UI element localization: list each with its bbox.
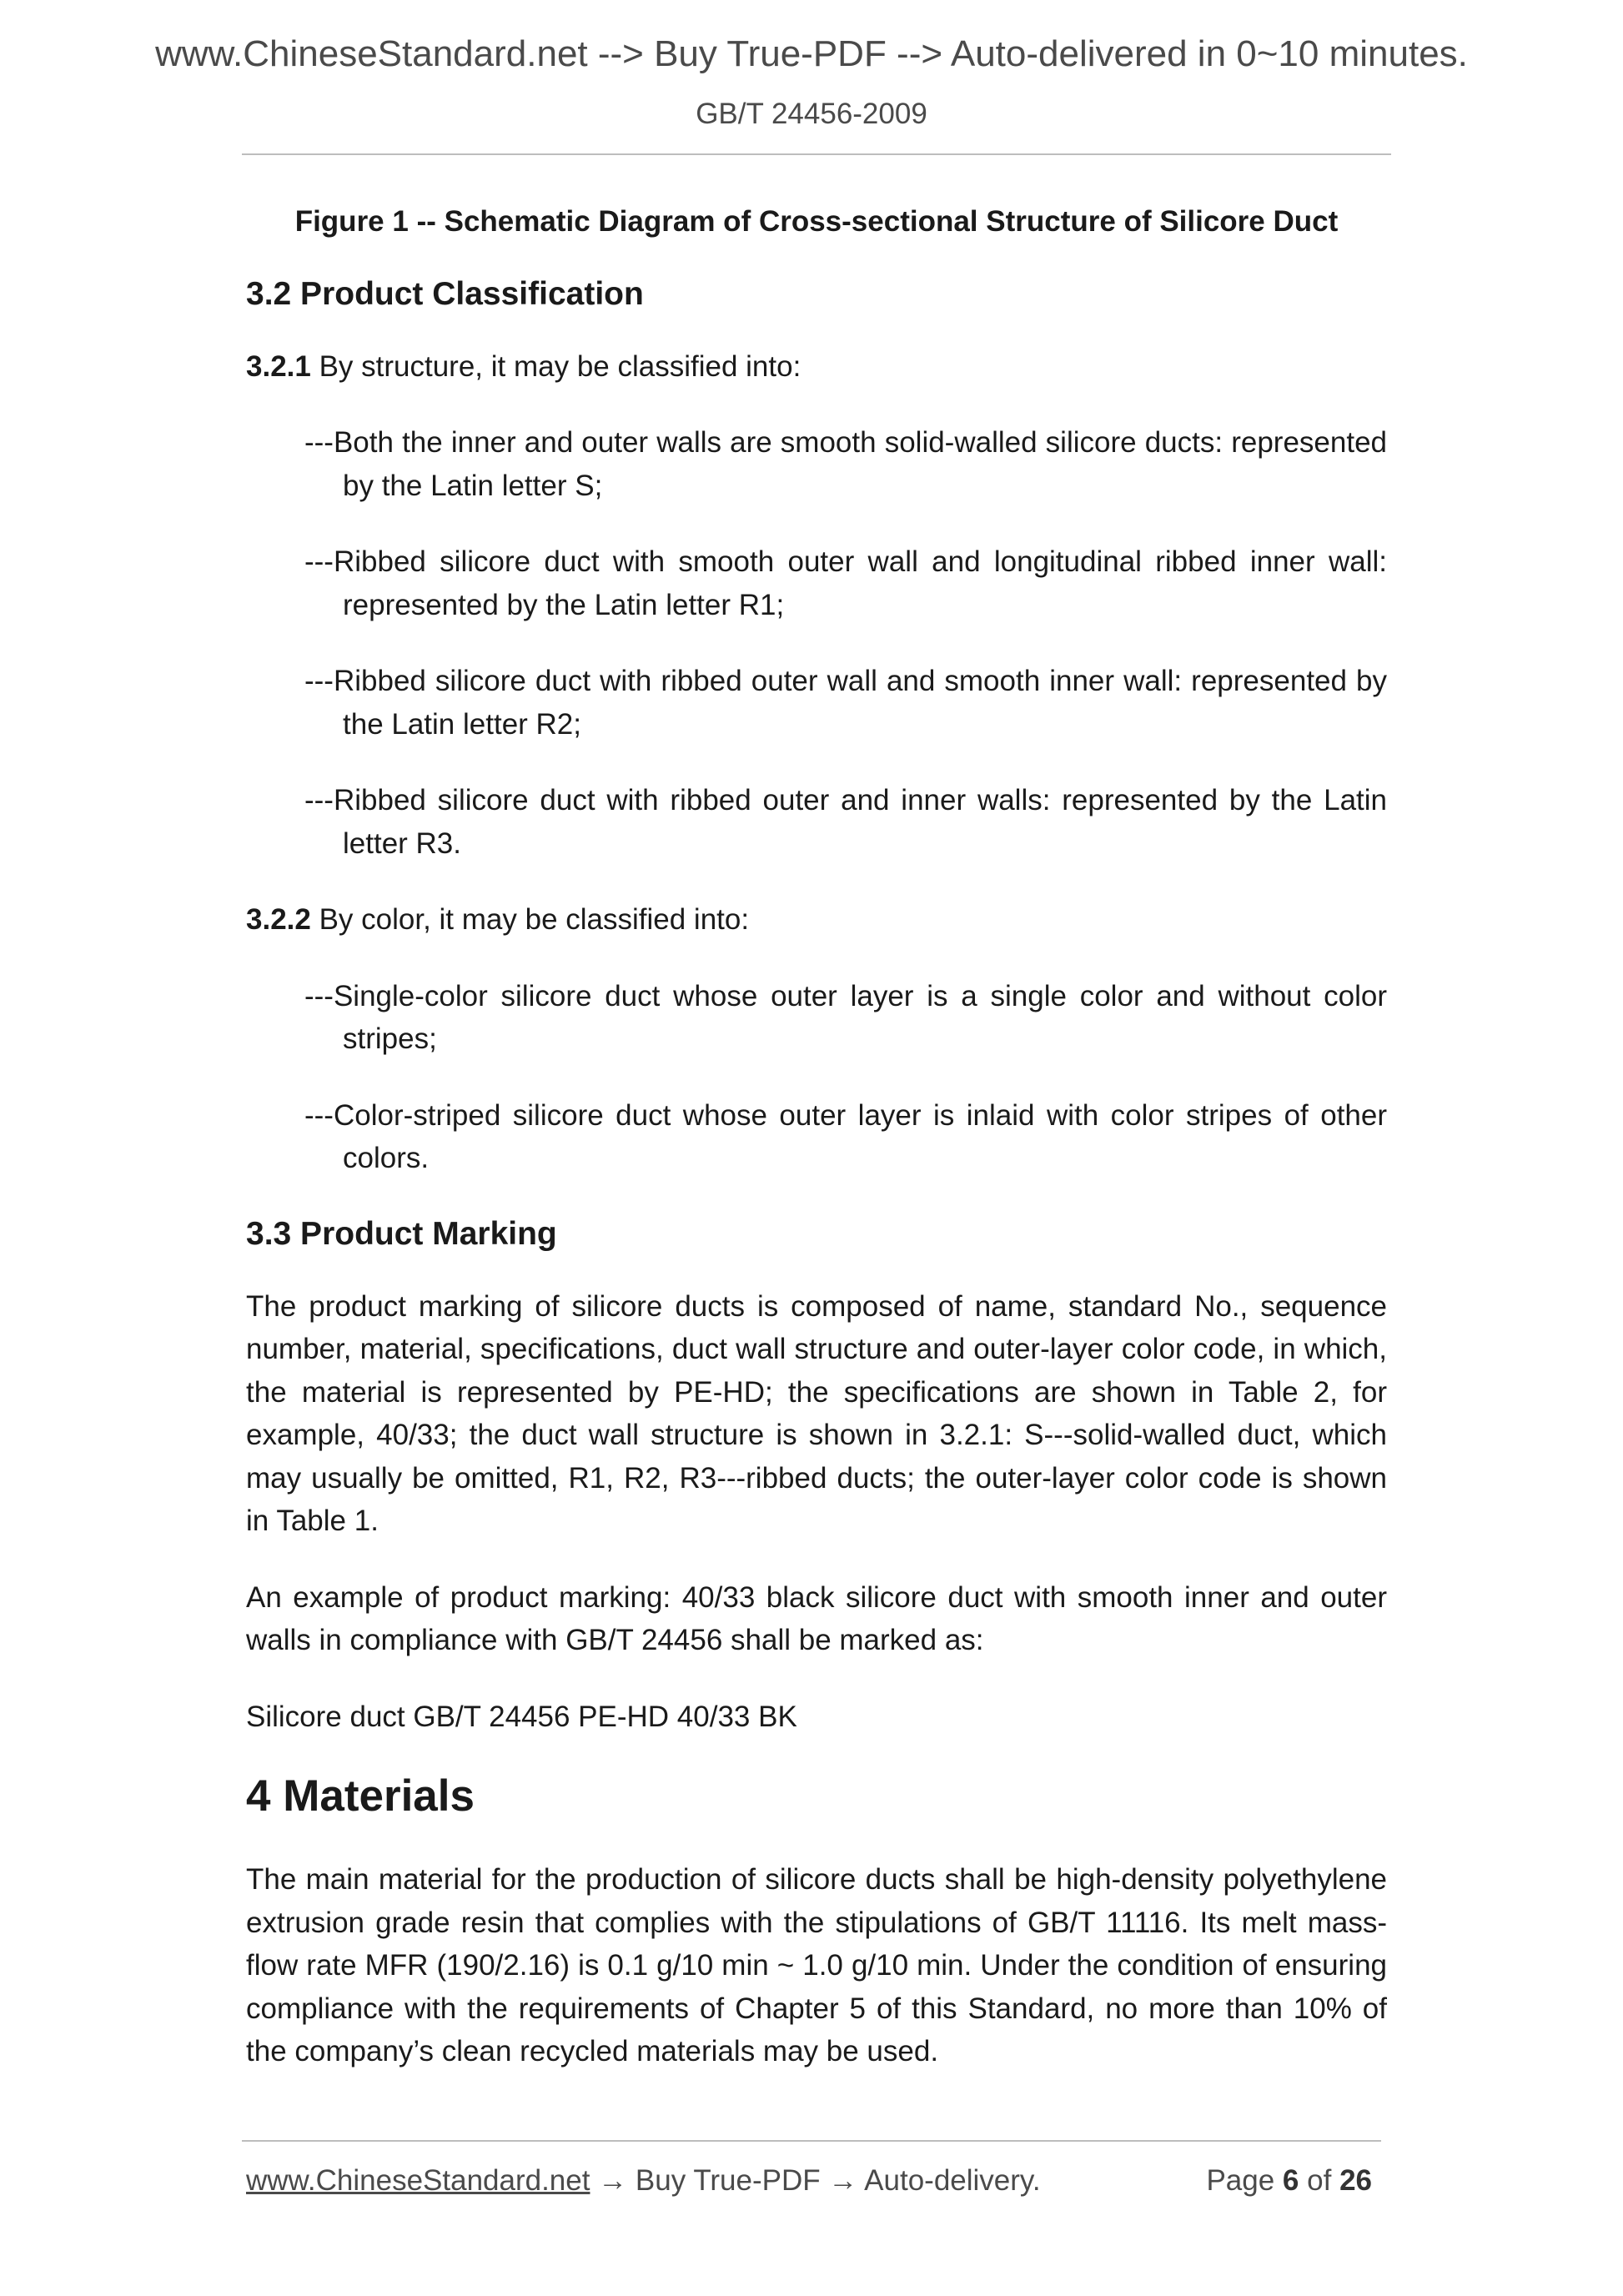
page-of-label: of (1307, 2164, 1332, 2197)
paragraph-materials: The main material for the production of silicore ducts shall be high-density polyethylene extrusion grade resin that complies with the stipulations of GB/T 11116. Its melt mass-flow rate MFR (190/2.16) is 0.1 g/10 min ~ 1.0 g/10 min. Under the condition of ensuring compliance with the requirements of Chapter 5 of this Standard, no more than 10% of the company’s clean recycled materials may be used. (246, 1863, 1387, 2067)
list-item: ---Ribbed silicore duct with ribbed outer and inner walls: represented by the Latin letter R3. (304, 784, 1387, 860)
page-label: Page (1206, 2164, 1275, 2197)
site-banner: www.ChineseStandard.net --> Buy True-PDF --> Auto-delivered in 0~10 minutes. (155, 33, 1468, 74)
footer-text: → Buy True-PDF → Auto-delivery. (590, 2164, 1041, 2197)
page-content (246, 200, 1387, 2107)
list-item: ---Ribbed silicore duct with ribbed outer wall and smooth inner wall: represented by the Latin letter R2; (304, 665, 1387, 741)
clause-3-2-2 (246, 898, 1387, 942)
figure-caption: Figure 1 -- Schematic Diagram of Cross-sectional Structure of Silicore Duct (294, 205, 1339, 238)
marking-example: Silicore duct GB/T 24456 PE-HD 40/33 BK (246, 1700, 797, 1733)
page-indicator (1206, 2160, 1372, 2202)
list-item: ---Ribbed silicore duct with smooth outer wall and longitudinal ribbed inner wall: represented by the Latin letter R1; (304, 545, 1387, 621)
page-number: 6 (1282, 2164, 1299, 2197)
document-code: GB/T 24456-2009 (696, 98, 927, 130)
footer-divider (242, 2140, 1381, 2142)
header-divider (242, 153, 1391, 155)
clause-text: By structure, it may be classified into: (310, 349, 801, 383)
section-heading-3-3: 3.3 Product Marking (246, 1215, 557, 1252)
paragraph-marking-composition: The product marking of silicore ducts is composed of name, standard No., sequence number, material, specifications, duct wall structure and outer-layer color code, in which, the material is represented by PE-HD; the specifications are shown in Table 2, for example, 40/33; the duct wall structure is shown in 3.2.1: S---solid-walled duct, which may usually be omitted, R1, R2, R3---ribbed ducts; the outer-layer color code is shown in Table 1. (246, 1289, 1387, 1537)
page-total: 26 (1339, 2164, 1372, 2197)
footer-left (246, 2160, 1041, 2202)
clause-number: 3.2.1 (246, 349, 311, 383)
paragraph-marking-example-intro: An example of product marking: 40/33 black silicore duct with smooth inner and outer walls in compliance with GB/T 24456 shall be marked as: (246, 1580, 1387, 1656)
list-item: ---Single-color silicore duct whose outer layer is a single color and without color stripes; (304, 979, 1387, 1055)
list-item: ---Color-striped silicore duct whose outer layer is inlaid with color stripes of other colors. (304, 1098, 1387, 1174)
clause-text: By color, it may be classified into: (310, 903, 750, 936)
section-heading-3-2: 3.2 Product Classification (246, 275, 644, 312)
section-heading-4: 4 Materials (246, 1771, 475, 1821)
clause-3-2-1 (246, 345, 1387, 389)
list-item: ---Both the inner and outer walls are smooth solid-walled silicore ducts: represented by the Latin letter S; (304, 426, 1387, 502)
clause-number: 3.2.2 (246, 903, 311, 936)
footer-site-link[interactable]: www.ChineseStandard.net (246, 2164, 590, 2197)
